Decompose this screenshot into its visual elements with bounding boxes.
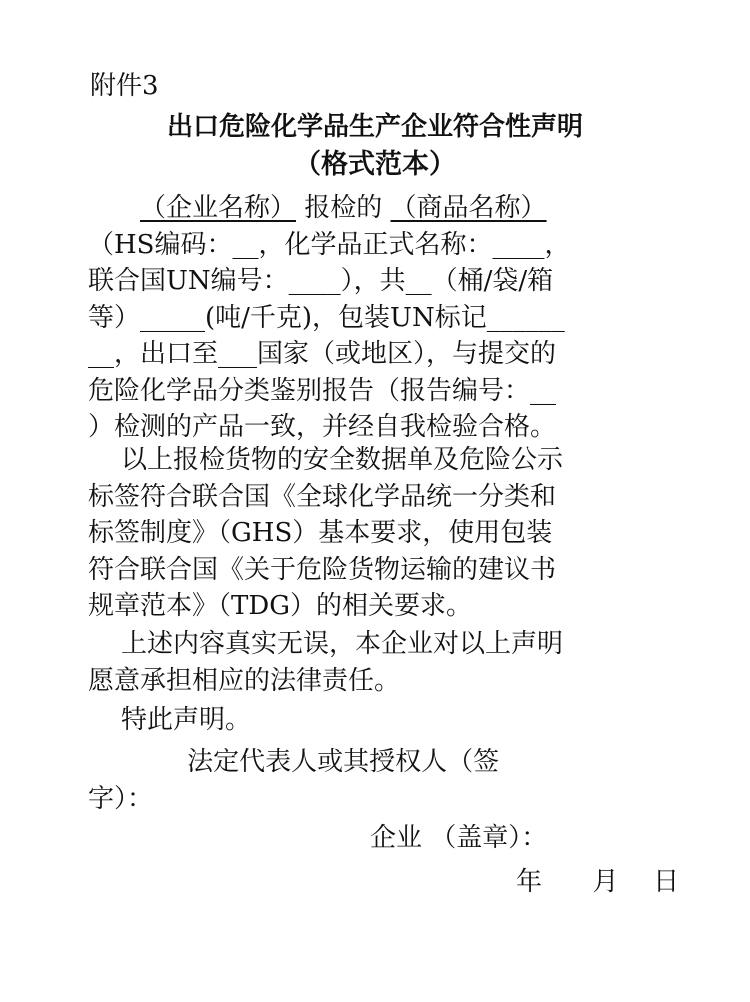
date-line [516,864,679,900]
date-month: 月 [592,867,619,897]
paragraph-line: __，出口至___国家（或地区），与提交的 [88,339,557,369]
paragraph-declaration [88,190,660,446]
signature-line: 法定代表人或其授权人（签 [88,747,500,777]
paragraph-closing [88,702,660,739]
paragraph-line: ）检测的产品一致，并经自我检验合格。 [88,412,557,442]
paragraph-standards [88,442,660,625]
date-year: 年 [516,867,543,897]
company-seal-line: 企业 （盖章）： [370,823,548,853]
paragraph-responsibility [88,626,660,699]
paragraph-line: 规章范本》（TDG）的相关要求。 [88,591,472,621]
document-title: 出口危险化学品生产企业符合性声明 [166,112,583,142]
paragraph-line: 愿意承担相应的法律责任。 [88,665,401,696]
paragraph-line: 以上报检货物的安全数据单及危险公示 [88,445,564,475]
company-name-field: （企业名称） [140,193,297,223]
paragraph-line: 标签符合联合国《全球化学品统一分类和 [88,481,557,512]
signature-block [88,744,660,817]
paragraph-line: （企业名称） 报检的 （商品名称） [140,193,547,223]
date-day: 日 [653,867,680,897]
document-subtitle: （格式范本） [294,149,456,180]
paragraph-line: 危险化学品分类鉴别报告（报告编号：__ [88,375,557,406]
product-name-field: （商品名称） [390,193,547,223]
paragraph-line: 联合国UN编号：____），共__（桶/袋/箱 [88,266,554,296]
signature-line: 字）： [88,783,154,814]
paragraph-line: 特此声明。 [88,705,252,735]
paragraph-line: 等）_____(吨/千克)，包装UN标记______ [88,302,565,333]
paragraph-line: 标签制度》（GHS）基本要求，使用包装 [88,518,553,548]
attachment-label: 附件3 [90,71,159,101]
paragraph-line: 上述内容真实无误，本企业对以上声明 [88,629,564,659]
paragraph-line: （HS编码：__，化学品正式名称：____， [88,229,571,260]
paragraph-line: 符合联合国《关于危险货物运输的建议书 [88,554,557,585]
